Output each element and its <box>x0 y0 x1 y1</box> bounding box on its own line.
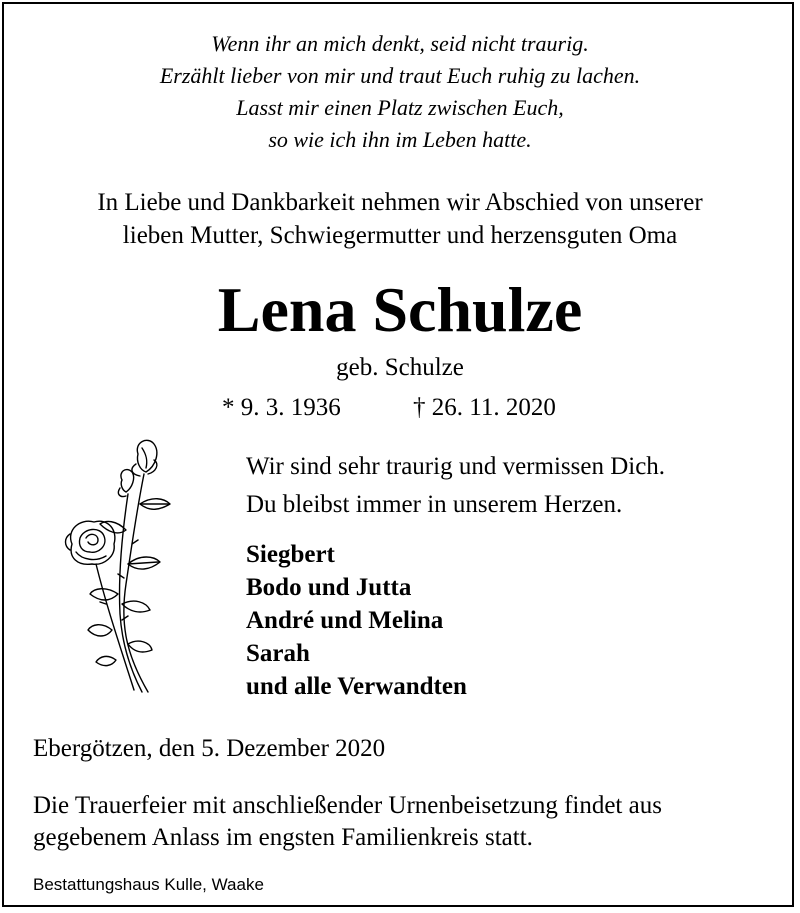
sorrow-line: Du bleibst immer in unserem Herzen. <box>246 491 623 518</box>
birth-name: geb. Schulze <box>336 354 464 381</box>
funeral-line: Die Trauerfeier mit anschließender Urnenbeisetzung findet aus <box>33 792 662 819</box>
place-date: Ebergötzen, den 5. Dezember 2020 <box>33 735 386 762</box>
sorrow-text <box>246 448 665 524</box>
sorrow-line: Wir sind sehr traurig und vermissen Dich. <box>246 453 666 480</box>
family-member: Sarah <box>246 640 310 667</box>
poem <box>0 28 800 156</box>
family-member: und alle Verwandten <box>246 673 467 700</box>
intro-line: lieben Mutter, Schwiegermutter und herzensguten Oma <box>122 222 678 249</box>
undertaker-name: Bestattungshaus Kulle, Waake <box>33 875 264 894</box>
poem-line: Erzählt lieber von mir und traut Euch ruhig zu lachen. <box>159 63 641 88</box>
poem-line: so wie ich ihn im Leben hatte. <box>268 127 532 152</box>
intro-line: In Liebe und Dankbarkeit nehmen wir Abschied von unserer <box>97 189 703 216</box>
family-list <box>246 538 467 703</box>
intro-text <box>0 186 800 252</box>
death-date: † 26. 11. 2020 <box>413 394 556 421</box>
rose-icon <box>56 434 186 696</box>
family-member: André und Melina <box>246 607 444 634</box>
deceased-name: Lena Schulze <box>217 274 583 345</box>
funeral-line: gegebenem Anlass im engsten Familienkreis statt. <box>33 824 533 851</box>
poem-line: Lasst mir einen Platz zwischen Euch, <box>236 95 564 120</box>
funeral-notice <box>33 790 773 854</box>
family-member: Bodo und Jutta <box>246 574 412 601</box>
poem-line: Wenn ihr an mich denkt, seid nicht traurig. <box>211 31 589 56</box>
family-member: Siegbert <box>246 541 335 568</box>
birth-date: * 9. 3. 1936 <box>222 394 341 421</box>
